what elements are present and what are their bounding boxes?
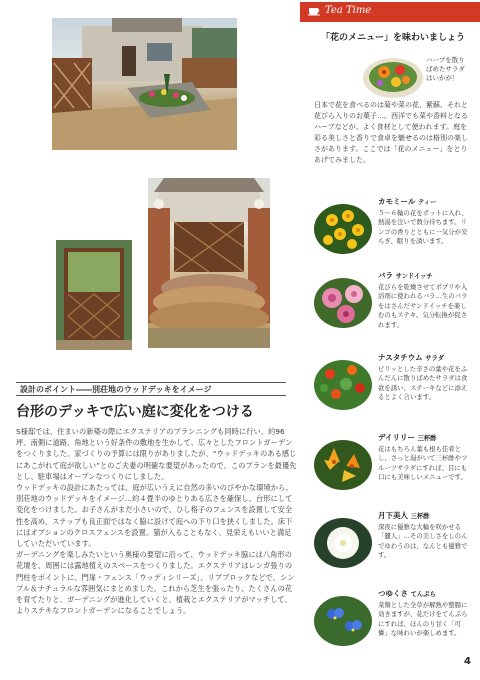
flower-item-chamomile bbox=[308, 196, 476, 276]
rose-photo bbox=[314, 278, 372, 328]
flower-description: 花はもちろん葉も根も佳肴とし、さっと湯がいて三杯酢やフルーツサラダにすれば、目にも口にも美味しいメニューです。 bbox=[378, 445, 468, 482]
flower-item-nasturtium bbox=[308, 352, 476, 432]
article-paragraph: ウッドデッキの設計にあたっては、庭が広いうえに自然の多いのびやかな環境から、別荘地のウッドデッキをイメージ…約４畳半のゆとりある広さを確保し、台形にして変化をつけました。お子さんがまだ小さいので、ひし格子のフェンスを設置して安全性を高め、ステップも良正面ではなく脇に設けて庭への下り口を狭くしました。床下にはオプションのクロスフェンスを設置。猫が入ることもなく、見栄えもいいと満足していただいています。 bbox=[16, 483, 293, 549]
flower-salad-photo bbox=[362, 50, 424, 100]
daylily-photo bbox=[314, 440, 372, 490]
teacup-icon bbox=[308, 6, 322, 16]
article-headline: 台形のデッキで広い庭に変化をつける bbox=[16, 404, 254, 420]
dayflower-photo bbox=[314, 596, 372, 646]
flower-menu-intro: 日本で花を食べるのは菊や菜の花、紫蘇、それと花びら入りのお菓子…。西洋でも菜や香料となるハーブなどが、よく食材として使われます。庭を彩る美しさと香りで食卓を魅せるのは格別の楽しさがあります。ここでは「花のメニュー」をとりあげてみました。 bbox=[314, 101, 468, 164]
page-number: 4 bbox=[464, 656, 471, 667]
flower-description: ５〜６輪の花をポットに入れ、熱湯を注いで数分待ちます。リンゴの香りとともに一気分が安らぎ、眠りを誘います。 bbox=[378, 209, 468, 246]
flower-name: つゆくさ てんぷら bbox=[378, 589, 436, 598]
article-body bbox=[16, 426, 298, 616]
flower-name: バラ サンドイッチ bbox=[378, 271, 433, 280]
gate-photo bbox=[56, 240, 132, 350]
flower-item-rose bbox=[308, 270, 476, 350]
flower-name: ナスタチウム サラダ bbox=[378, 353, 445, 362]
flower-description: 深夜に優雅な大輪を咲かせる「麗人」…その美しさをしのんでゆわうのは、なんとも優雅です。 bbox=[378, 523, 468, 560]
night-blooming-cereus-photo bbox=[314, 518, 372, 568]
design-point-label: 設計のポイント――別荘地のウッドデッキをイメージ bbox=[16, 382, 286, 396]
patio-photo bbox=[52, 18, 237, 150]
flower-name: デイリリー 三杯酢 bbox=[378, 433, 437, 442]
chamomile-photo bbox=[314, 204, 372, 254]
flower-description: 菜類とした全草が解熱や整腸に効きますが、花だけをてんぷらにすれば、ほんのり甘く「可憐」な味わいが楽しめます。 bbox=[378, 601, 468, 638]
flower-menu-heading: 「花のメニュー」を味わいましょう bbox=[320, 33, 465, 43]
flower-name: カモミール ティー bbox=[378, 197, 437, 206]
flower-item-daylily bbox=[308, 432, 476, 512]
flower-description: ピリッとした辛さの葉や花をふんだんに散りばめたサラダは食欲を誘い、ステーキなどに添えるとよく合います。 bbox=[378, 365, 468, 402]
tea-time-title: Tea Time bbox=[325, 5, 372, 16]
article-paragraph: S様邸では、住まいの新築の際にエクステリアのプランニングも同時に行い、約96坪、南側に道路、角地という好条件の敷地を生かして、広々としたフロントガーデンをつくりました。家づくりの予算には限りがありましたが、“ウッドデッキのある感じにあこがれて庭が欲しい”とのご夫妻の明確な要望があったので、このプランを最優先とし、駐車場はオープンなつくりにしました。 bbox=[16, 427, 297, 481]
nasturtium-photo bbox=[314, 360, 372, 410]
deck-photo bbox=[148, 178, 270, 348]
flower-description: 花びらを乾燥させてポプリや入浴剤に使われるバラ…生のバラをはさんだサンドイッチを楽しむのもステキ。気分転換が促されます。 bbox=[378, 283, 468, 329]
flower-name: 月下美人 三杯酢 bbox=[378, 511, 430, 520]
flower-item-dayflower bbox=[308, 588, 476, 668]
salad-side-note: ハーブを散りばめたサラダはいかが！ bbox=[426, 56, 465, 82]
flower-item-night-blooming-cereus bbox=[308, 510, 476, 590]
article-paragraph: ガーデニングを楽しみたいという奥様の要望に沿って、ウッドデッキ脇には八角形の花壇を、周囲には露地植えのスペースをつくりました。エクステリアはレンガ張りの門柱をポイントに、門扉・フェンス「ウッディシリーズ」、リブブロックなどで、シンプル＆ナチュラルな雰囲気にまとめました。これから芝生を張ったり、たくさんの花を育てたりと、ガーデニングが進化していくと、植栽とエクステリアがマッチして、よりステキなフロントガーデンになることでしょう。 bbox=[16, 550, 295, 616]
